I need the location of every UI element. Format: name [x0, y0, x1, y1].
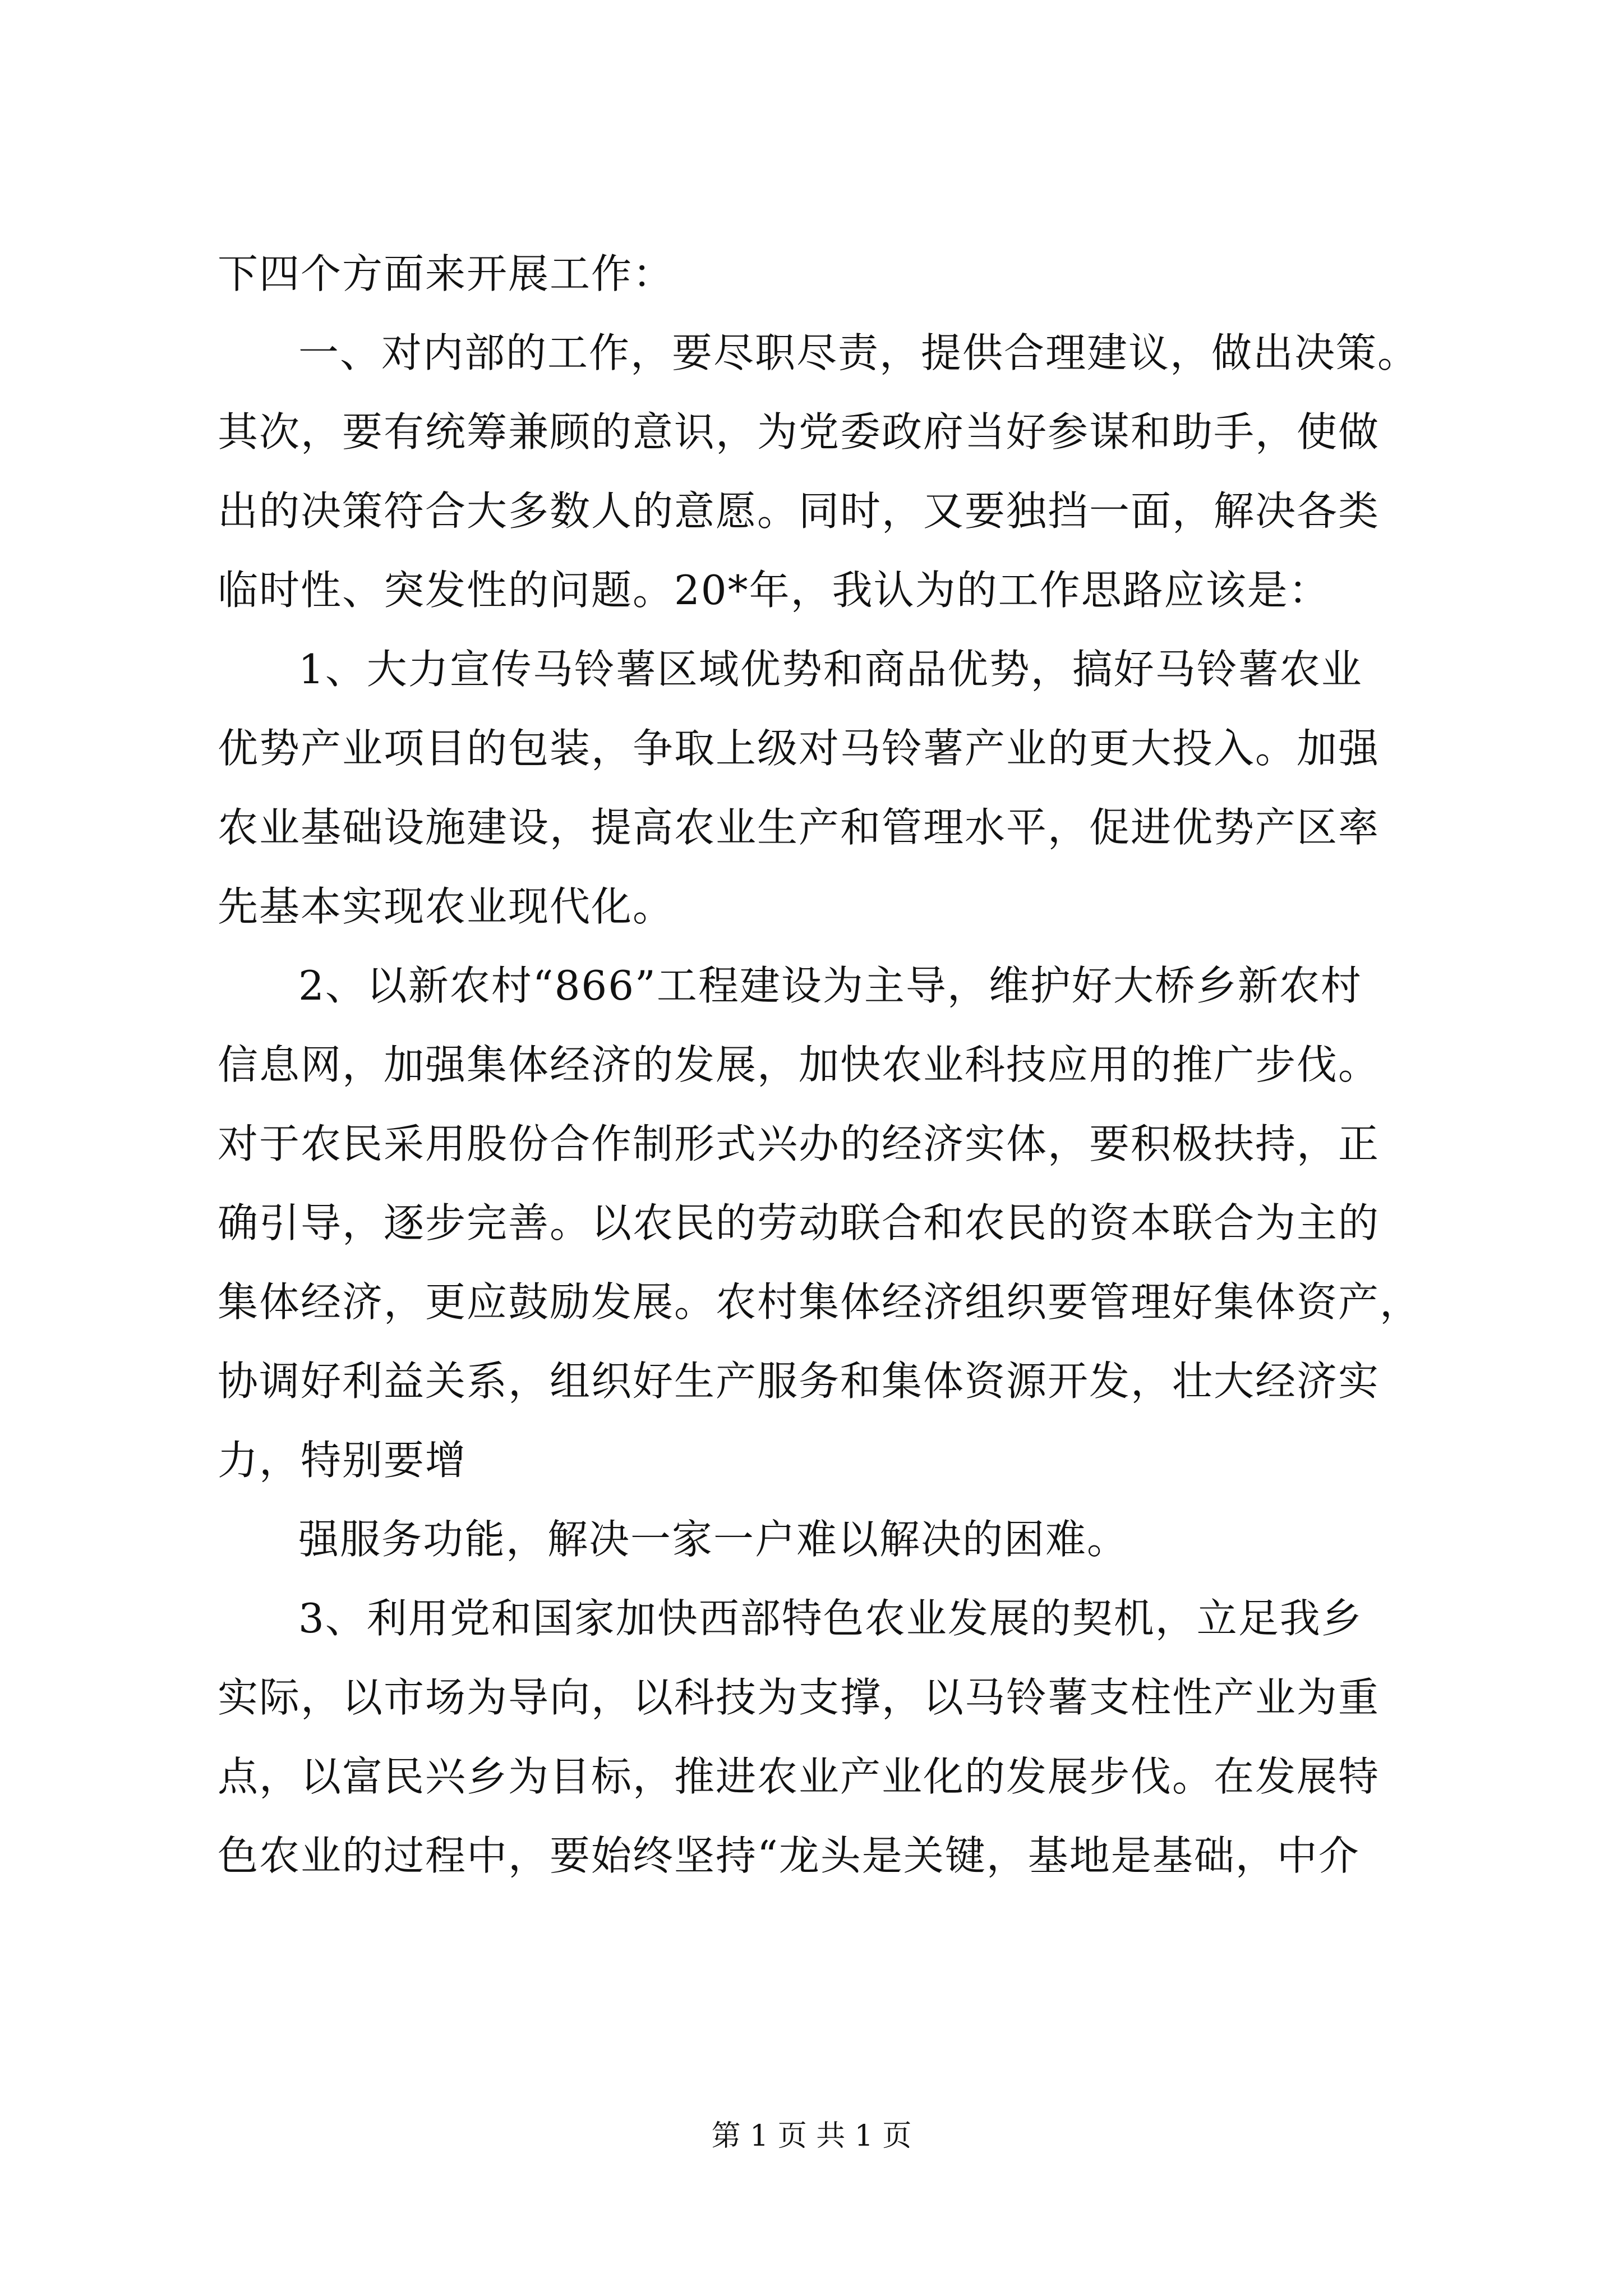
text-line: 其次，要有统筹兼顾的意识，为党委政府当好参谋和助手，使做 — [218, 408, 1380, 455]
paragraph-continuation: 强服务功能，解决一家一户难以解决的困难。 — [298, 1516, 1129, 1563]
document-body — [218, 234, 1429, 1895]
text-line: 对于农民采用股份合作制形式兴办的经济实体，要积极扶持，正 — [218, 1120, 1380, 1167]
text-line: 点，以富民兴乡为目标，推进农业产业化的发展步伐。在发展特 — [218, 1753, 1380, 1800]
text-line: 色农业的过程中，要始终坚持“龙头是关键，基地是基础，中介 — [218, 1832, 1360, 1879]
list-item-2-start: 2、以新农村“866”工程建设为主导，维护好大桥乡新农村 — [298, 962, 1362, 1009]
text-line: 协调好利益关系，组织好生产服务和集体资源开发，壮大经济实 — [218, 1358, 1380, 1405]
list-item-1-start: 1、大力宣传马铃薯区域优势和商品优势，搞好马铃薯农业 — [298, 646, 1363, 693]
text-line: 优势产业项目的包装，争取上级对马铃薯产业的更大投入。加强 — [218, 725, 1380, 772]
text-line: 集体经济，更应鼓励发展。农村集体经济组织要管理好集体资产， — [218, 1278, 1422, 1326]
text-line: 临时性、突发性的问题。20*年，我认为的工作思路应该是： — [218, 567, 1330, 614]
text-line: 力，特别要增 — [218, 1437, 467, 1484]
paragraph-heading-1: 一、对内部的工作，要尽职尽责，提供合理建议，做出决策。 — [298, 329, 1419, 376]
text-line: 出的决策符合大多数人的意愿。同时，又要独挡一面，解决各类 — [218, 487, 1380, 535]
text-line: 下四个方面来开展工作： — [218, 250, 675, 297]
list-item-3-start: 3、利用党和国家加快西部特色农业发展的契机，立足我乡 — [298, 1595, 1363, 1642]
text-line: 实际，以市场为导向，以科技为支撑，以马铃薯支柱性产业为重 — [218, 1674, 1380, 1721]
text-line: 确引导，逐步完善。以农民的劳动联合和农民的资本联合为主的 — [218, 1199, 1380, 1246]
text-line: 先基本实现农业现代化。 — [218, 883, 675, 930]
text-line: 信息网，加强集体经济的发展，加快农业科技应用的推广步伐。 — [218, 1041, 1380, 1088]
page-number-footer: 第 1 页 共 1 页 — [711, 2119, 912, 2153]
text-line: 农业基础设施建设，提高农业生产和管理水平，促进优势产区率 — [218, 804, 1380, 851]
